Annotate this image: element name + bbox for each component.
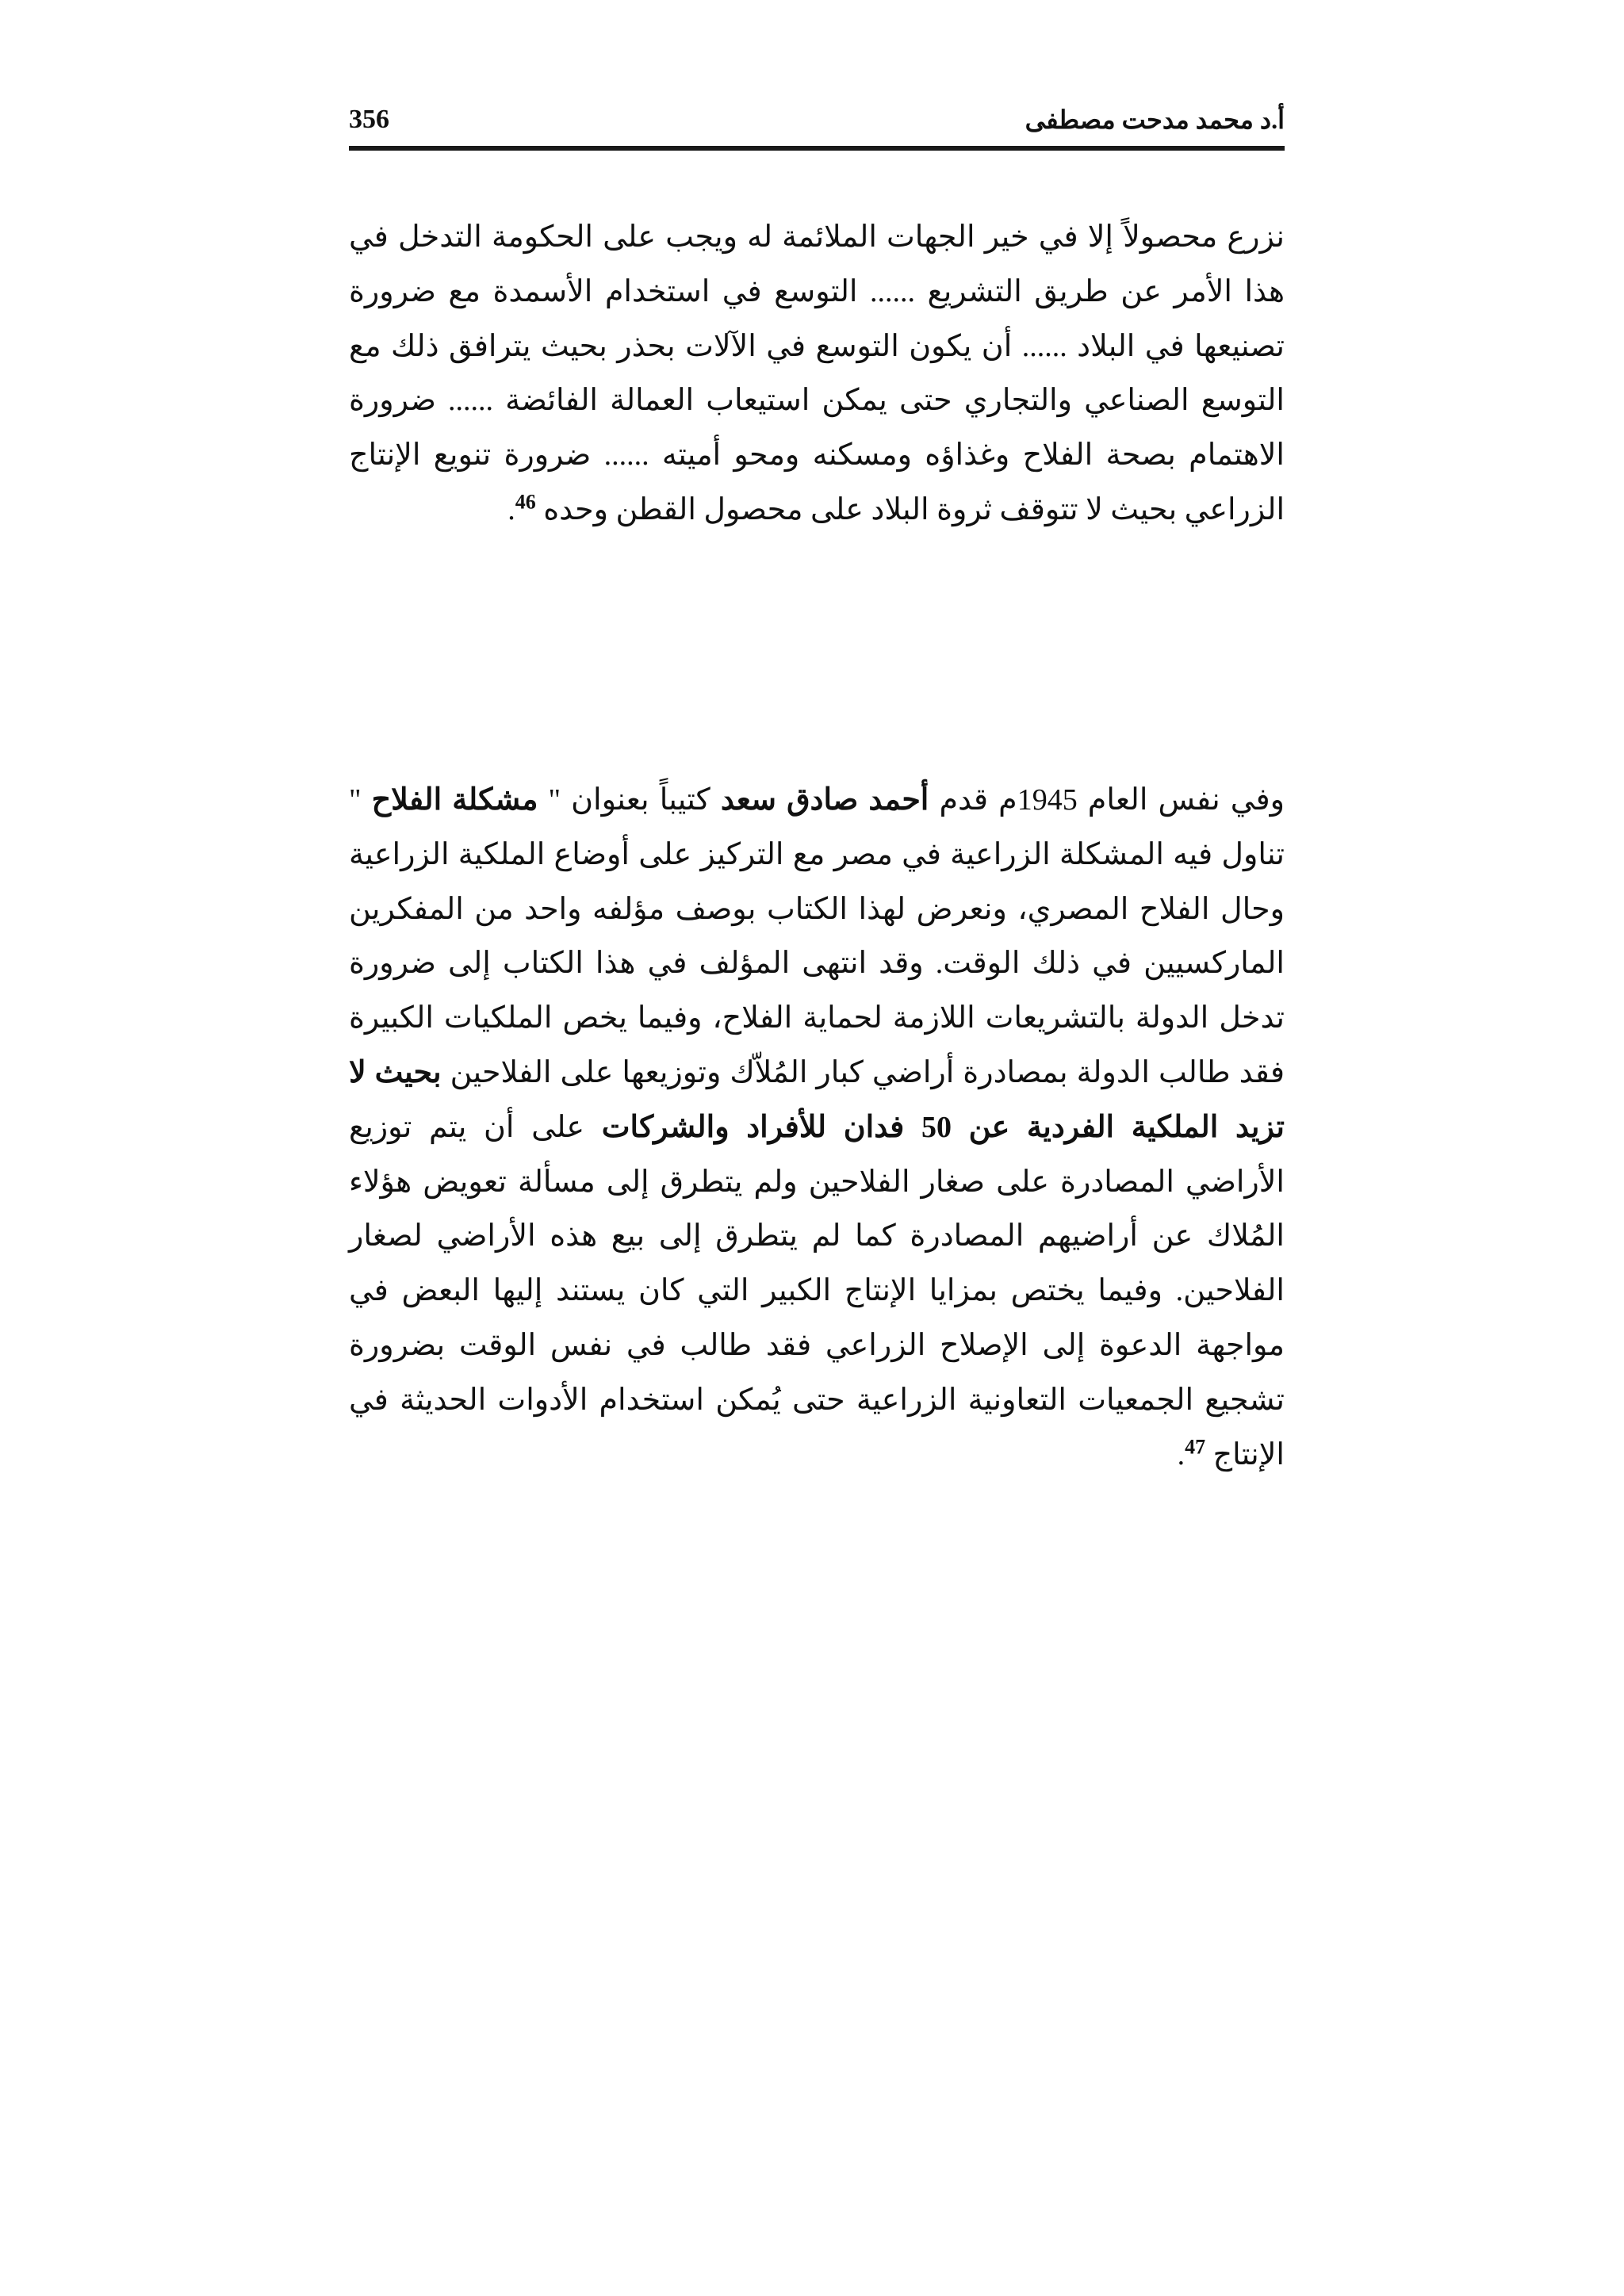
book-title: مشكلة الفلاح — [371, 783, 538, 817]
paragraph-2-part-2: كتيباً بعنوان " — [538, 783, 721, 817]
paragraph-2-part-3: " تناول فيه المشكلة الزراعية في مصر مع التركيز على أوضاع الملكية الزراعية وحال الفلاح المصري، ونعرض لهذا الكتاب بوصف مؤلفه واحد من المفكرين الماركسيين في ذلك الوقت. وقد انتهى المؤلف في هذا الكتاب إلى ضرورة تدخل الدولة بالتشريعات اللازمة لحماية الفلاح، وفيما يخص الملكيات الكبيرة فقد طالب الدولة بمصادرة أراضي كبار المُلاّك وتوزيعها على الفلاحين — [349, 783, 1285, 1089]
footnote-ref-46: 46 — [515, 490, 536, 514]
paragraph-1 — [349, 210, 1285, 538]
running-title: أ.د محمد مدحت مصطفى — [1025, 105, 1285, 134]
paragraph-1-end: . — [508, 492, 515, 526]
paragraph-2-end: . — [1177, 1437, 1185, 1471]
author-name: أحمد صادق سعد — [720, 783, 929, 817]
paragraph-2-part-1: وفي نفس العام 1945م قدم — [929, 783, 1285, 817]
paragraph-2-part-4: على أن يتم توزيع الأراضي المصادرة على صغار الفلاحين ولم يتطرق إلى مسألة تعويض هؤلاء المُلاك عن أراضيهم المصادرة كما لم يتطرق إلى بيع هذه الأراضي لصغار الفلاحين. وفيما يختص بمزايا الإنتاج الكبير التي كان يستند إليها البعض في مواجهة الدعوة إلى الإصلاح الزراعي فقد طالب في نفس الوقت بضرورة تشجيع الجمعيات التعاونية الزراعية حتى يُمكن استخدام الأدوات الحديثة في الإنتاج — [349, 1110, 1285, 1471]
page-header — [349, 103, 1285, 151]
footnote-ref-47: 47 — [1185, 1434, 1206, 1458]
page-number: 356 — [349, 105, 389, 134]
paragraph-2 — [349, 773, 1285, 1482]
paragraph-1-text: نزرع محصولاً إلا في خير الجهات الملائمة له ويجب على الحكومة التدخل في هذا الأمر عن طريق التشريع ...... التوسع في استخدام الأسمدة مع ضرورة تصنيعها في البلاد ...... أن يكون التوسع في الآلات بحذر بحيث يترافق ذلك مع التوسع الصناعي والتجاري حتى يمكن استيعاب العمالة الفائضة ...... ضرورة الاهتمام بصحة الفلاح وغذاؤه ومسكنه ومحو أميته ...... ضرورة تنويع الإنتاج الزراعي بحيث لا تتوقف ثروة البلاد على محصول القطن وحده — [349, 220, 1285, 526]
ownership-limit: بحيث لا تزيد الملكية الفردية عن 50 فدان للأفراد والشركات — [349, 1055, 1285, 1144]
